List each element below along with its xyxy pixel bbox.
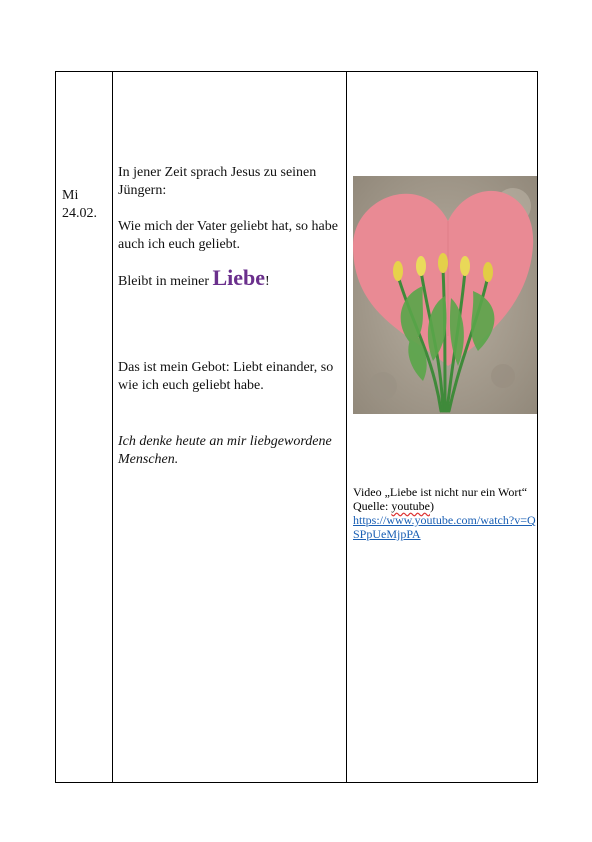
reading-love-sentence: Wie mich der Vater geliebt hat, so habe auch ich euch geliebt.: [118, 219, 338, 252]
media-cell: [353, 176, 537, 541]
day-cell: [62, 187, 97, 223]
source-label: Quelle:: [353, 499, 392, 513]
schedule-table: [55, 71, 538, 783]
source-name: youtube: [391, 499, 430, 513]
source-close: ): [430, 499, 434, 513]
reading-remain: [118, 265, 343, 291]
video-source: [353, 499, 537, 513]
weekday: Mi: [62, 188, 79, 203]
video-title: Video „Liebe ist nicht nur ein Wort“: [353, 485, 528, 499]
remain-prefix: Bleibt in meiner: [118, 274, 213, 289]
video-link[interactable]: https://www.youtube.com/watch?v=QSPpUeMjpPA: [353, 513, 536, 541]
remain-suffix: !: [265, 274, 270, 289]
column-divider: [112, 72, 113, 782]
column-divider: [346, 72, 347, 782]
video-info: [353, 485, 537, 541]
reading-cell: [118, 164, 343, 469]
reading-commandment: Das ist mein Gebot: Liebt einander, so wie ich euch geliebt habe.: [118, 360, 334, 393]
date: 24.02.: [62, 206, 97, 221]
reflection-text: Ich denke heute an mir liebgewordene Menschen.: [118, 434, 332, 467]
tulip-heart-photo: [353, 176, 537, 414]
reading-intro: In jener Zeit sprach Jesus zu seinen Jüngern:: [118, 165, 317, 198]
liebe-word: Liebe: [212, 265, 266, 290]
